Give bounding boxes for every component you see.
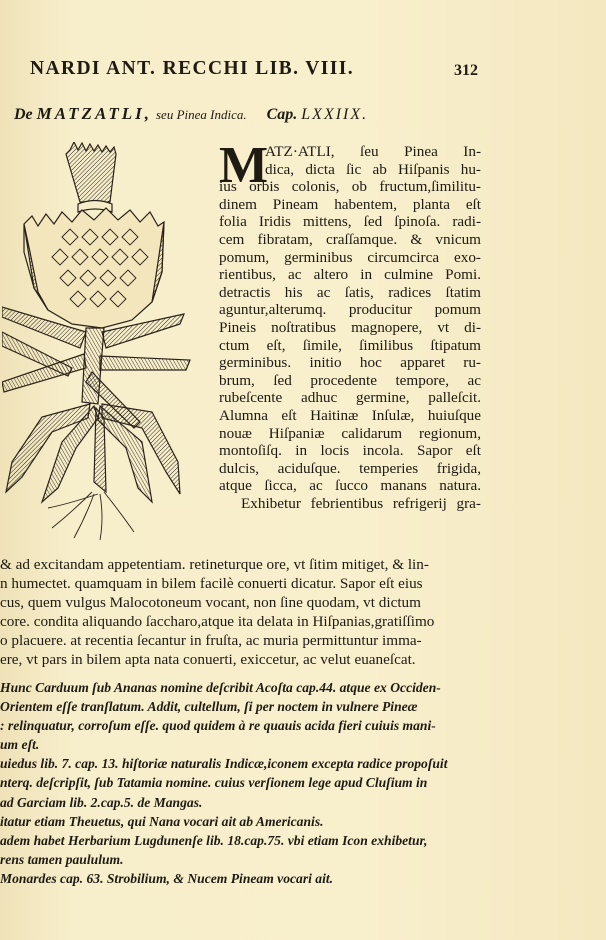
text-line: dinem Pineam habentem, planta eſt: [219, 195, 481, 213]
chapter-subtitle: seu Pinea Indica.: [155, 107, 247, 122]
text-line: Pineis noſtratibus magnopere, vt di-: [219, 318, 481, 336]
text-line: cus, quem vulgus Malocotoneum vocant, non ſine quodam, vt dictum: [0, 594, 421, 611]
drop-cap: M: [219, 137, 269, 194]
text-line: atque ſicca, ac ſucco manans natura.: [219, 477, 481, 495]
text-line: dica, dicta ſic ab Hiſpanis hu-: [265, 160, 481, 178]
text-line: detractis his ac ſatis, radices ſtatim: [219, 283, 481, 301]
text-line: germinibus. initio hoc apparet ru-: [219, 354, 481, 372]
note-line: Orientem eſſe tranſlatum. Addit, cultellum, ſi per noctem in vulnere Pineæ: [0, 699, 418, 715]
chapter-name: MATZATLI,: [36, 104, 152, 123]
chapter-prefix: De: [14, 106, 33, 123]
text-line: cem fibratam, craſſamque. & vnicum: [219, 230, 481, 248]
chapter-cap-label: Cap.: [266, 106, 298, 123]
chapter-cap-number: LXXIIX.: [301, 106, 369, 123]
running-head: [30, 58, 550, 84]
annotations-notes: [0, 678, 486, 888]
note-line: uiedus lib. 7. cap. 13. hiſtoriæ naturalis Indicæ,iconem excepta radice propoſuit: [0, 756, 448, 772]
text-line: nouæ Hiſpaniæ calidarum regionum,: [219, 424, 481, 442]
text-line: ATZ·ATLI, ſeu Pinea In-: [265, 143, 481, 160]
text-line: ere, vt pars in bilem apta nata conuerti, exiccetur, ac velut euaneſcat.: [0, 651, 416, 668]
text-line: dulcis, aciduſque. temperies frigida,: [219, 459, 481, 477]
note-line: adem habet Herbarium Lugdunenſe lib. 18.cap.75. vbi etiam Icon exhibetur,: [0, 832, 428, 848]
text-line: Alumna eſt Haitinæ Inſulæ, huiuſque: [219, 406, 481, 424]
note-line: Hunc Carduum ſub Ananas nomine deſcribit Acoſta cap.44. atque ex Occiden-: [0, 680, 441, 695]
text-line: core. condita aliquando ſaccharo,atque ita delata in Hiſpanias,gratiſſimo: [0, 613, 435, 630]
text-line: n humectet. quamquam in bilem facilè conuerti dicatur. Sapor eſt eius: [0, 575, 423, 592]
chapter-title: [14, 104, 368, 124]
page-number: 312: [454, 62, 478, 79]
note-line: nterq. deſcripſit, ſub Tatamia nomine. cuius verſionem lege apud Cluſium in: [0, 775, 428, 791]
running-title: NARDI ANT. RECCHI LIB. VIII.: [30, 58, 354, 79]
text-line: montoſiſq. in locis incola. Sapor eſt: [219, 442, 481, 460]
note-line: itatur etiam Theuetus, qui Nana vocari ait ab Americanis.: [0, 813, 324, 829]
note-line: ad Garciam lib. 2.cap.5. de Mangas.: [0, 794, 203, 810]
note-line: : relinquatur, corroſum eſſe. quod quidem à re quauis acida fieri cuiuis mani-: [0, 718, 436, 734]
text-line: rubeſcente adhuc germine, palleſcit.: [219, 389, 481, 407]
main-column-text: [219, 137, 481, 512]
text-line: folia Iridis mittens, ſed ſpinoſa. radi-: [219, 213, 481, 231]
text-line: Exhibetur febrientibus refrigerij gra-: [241, 494, 481, 512]
text-line: ius orbis colonis, ob fructum,ſimilitu-: [219, 178, 481, 196]
pineapple-woodcut-illustration: [2, 142, 210, 547]
text-line: rientibus, ac altero in culmine Pomi.: [219, 266, 481, 284]
text-line: aguntur,alterumq. producitur pomum: [219, 301, 481, 319]
note-line: Monardes cap. 63. Strobilium, & Nucem Pineam vocari ait.: [0, 870, 334, 886]
note-line: um eſt.: [0, 737, 40, 753]
text-line: o placuere. at recentia ſecantur in fruſta, ac muria permittuntur imma-: [0, 632, 422, 649]
text-line: ctum eſt, ſimile, ſimilibus ſtipatum: [219, 336, 481, 354]
text-line: brum, ſed procedente tempore, ac: [219, 371, 481, 389]
main-wide-text: [0, 555, 478, 669]
text-line: pomum, germinibus circumcirca exo-: [219, 248, 481, 266]
text-line: & ad excitandam appetentiam. retineturque ore, vt ſitim mitiget, & lin-: [0, 556, 429, 573]
note-line: rens tamen paululum.: [0, 851, 124, 867]
